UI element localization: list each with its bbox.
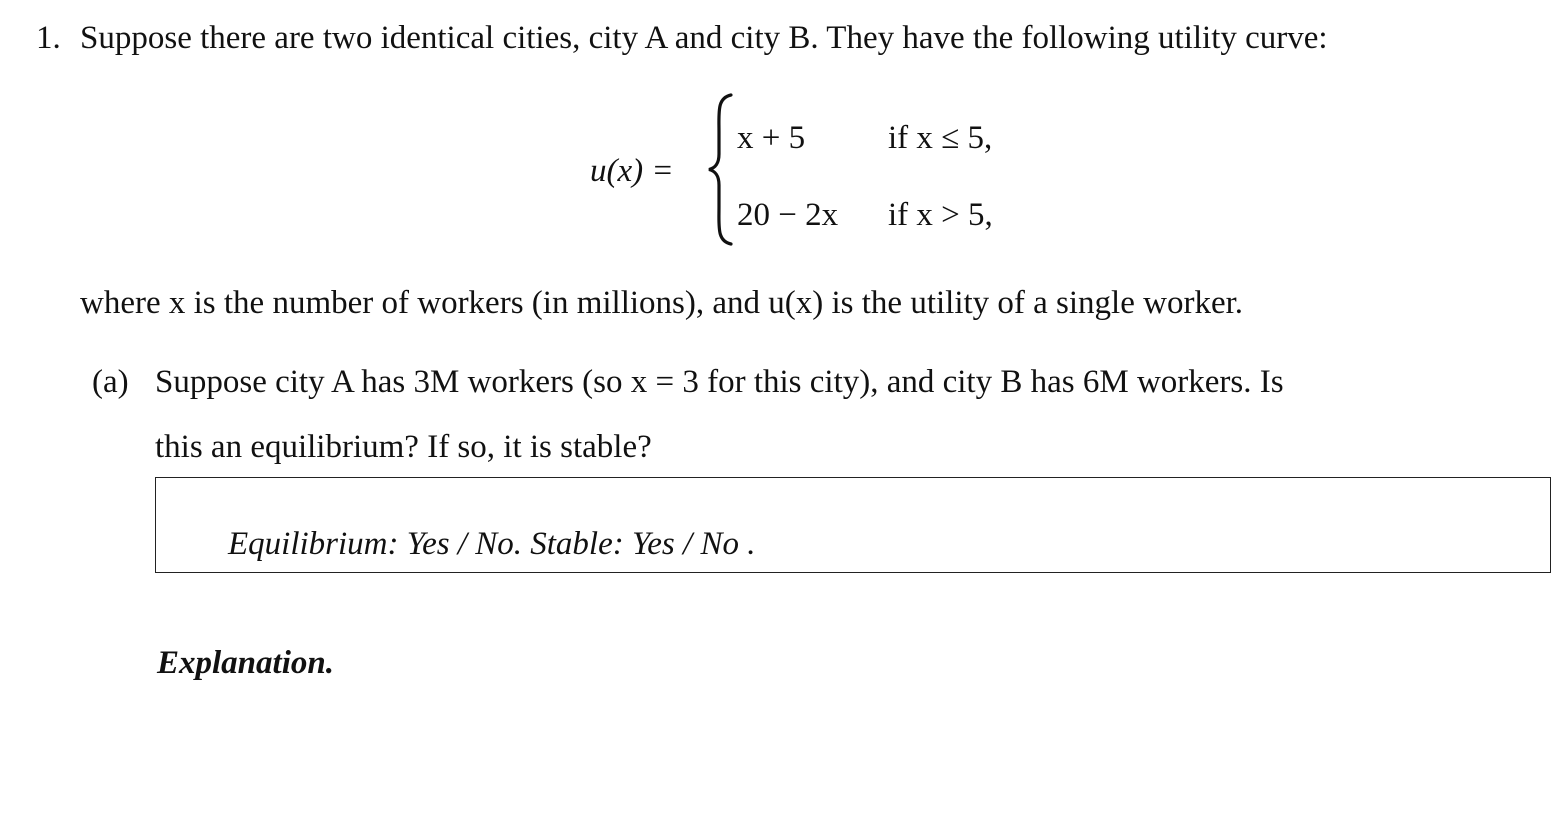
case-1-condition: if x ≤ 5, <box>888 120 993 156</box>
problem-statement: Suppose there are two identical cities, city A and city B. They have the following utility curve: <box>80 20 1328 56</box>
case-1-expression: x + 5 <box>737 120 806 156</box>
variable-definition: where x is the number of workers (in millions), and u(x) is the utility of a single worker. <box>80 285 1244 321</box>
case-2-condition: if x > 5, <box>888 197 993 233</box>
equation-lhs: u(x) = <box>590 153 674 189</box>
left-brace-icon <box>705 92 735 247</box>
answer-choices[interactable]: Equilibrium: Yes / No. Stable: Yes / No . <box>228 526 756 562</box>
part-a-question-line-2: this an equilibrium? If so, it is stable? <box>155 429 652 465</box>
case-2-expression: 20 − 2x <box>737 197 839 233</box>
explanation-label: Explanation. <box>157 645 334 681</box>
part-a-question-line-1: Suppose city A has 3M workers (so x = 3 for this city), and city B has 6M workers. Is <box>155 364 1284 400</box>
part-a-label: (a) <box>92 364 129 400</box>
problem-number: 1. <box>36 20 61 56</box>
